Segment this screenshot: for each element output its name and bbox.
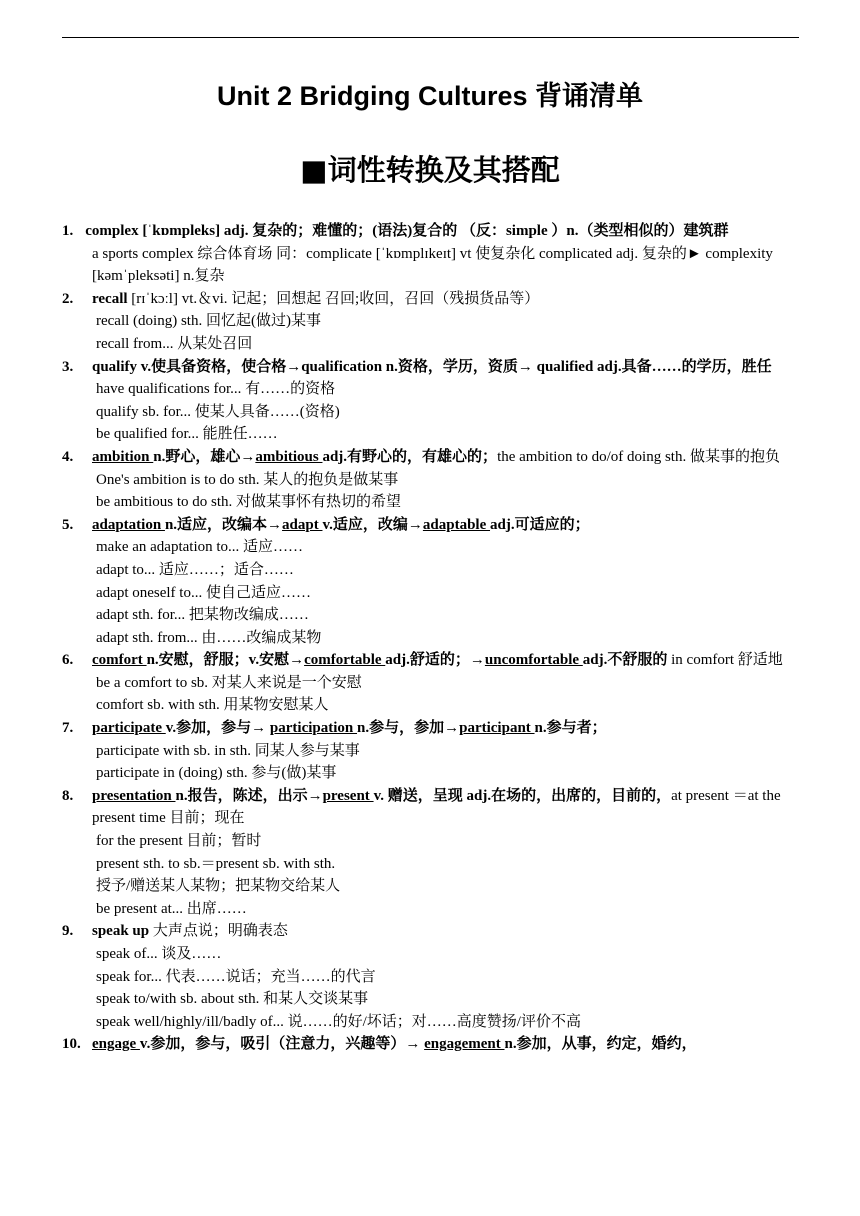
entry-example: be a comfort to sb. 对某人来说是一个安慰: [96, 674, 362, 691]
vocab-entry-1: [62, 220, 800, 288]
entry-derived-word: adapt: [282, 516, 323, 533]
vocab-list: [62, 220, 800, 1056]
entry-example: speak well/highly/ill/badly of... 说……的好/坏话；对……高度赞扬/评价不高: [96, 1013, 581, 1030]
entry-derived-word: participant: [459, 720, 535, 737]
entry-number: 6.: [62, 652, 74, 669]
entry-headword: adaptation: [92, 516, 165, 533]
vocab-entry-3: [62, 356, 800, 446]
entry-definition: adj.不舒服的: [582, 652, 668, 669]
document-title: Unit 2 Bridging Cultures 背诵清单: [216, 81, 643, 111]
entry-number: 3.: [62, 358, 74, 375]
entry-phrase: at present ＝at the present time 目前；现在: [92, 787, 781, 827]
entry-number: 1.: [62, 223, 74, 239]
entry-definition: n.参与者；: [534, 720, 607, 737]
entry-headword: recall: [92, 290, 128, 307]
entry-derived-word: present: [322, 787, 374, 804]
entry-definition: adj.有野心的，有雄心的；: [322, 448, 498, 465]
entry-example: recall from... 从某处召回: [96, 335, 253, 352]
section-heading: ■词性转换及其搭配: [300, 153, 560, 187]
entry-example: have qualifications for... 有……的资格: [96, 381, 336, 398]
entry-example: 授予/赠送某人某物；把某物交给某人: [96, 878, 341, 895]
entry-example: for the present 目前；暂时: [96, 833, 262, 850]
entry-derived-word: adaptable: [422, 516, 491, 533]
entry-number: 5.: [62, 516, 74, 533]
entry-derived-word: engagement: [424, 1036, 505, 1053]
entry-example: make an adaptation to... 适应……: [96, 539, 304, 556]
entry-definition: [rɪˈkɔːl] vt.＆vi. 记起；回想起 召回;收回，召回（残损货品等）: [127, 290, 540, 307]
entry-example: adapt oneself to... 使自己适应……: [96, 584, 311, 601]
vocab-entry-10: [62, 1033, 800, 1056]
entry-headword: engage: [92, 1036, 140, 1053]
entry-example: adapt sth. from... 由……改编成某物: [96, 629, 322, 646]
entry-example: qualify sb. for... 使某人具备……(资格): [96, 403, 340, 420]
header-rule: [62, 37, 799, 38]
entry-headword: comfort: [92, 652, 147, 669]
entry-number: 9.: [62, 923, 74, 940]
entry-example: adapt sth. for... 把某物改编成……: [96, 607, 309, 624]
vocab-entry-6: [62, 649, 800, 717]
entry-example: be qualified for... 能胜任……: [96, 426, 278, 443]
entry-definition: n.安慰，舒服；v.安慰→: [146, 652, 305, 669]
entry-example: speak of... 谈及……: [96, 946, 222, 962]
entry-definition: n.报告，陈述，出示→: [175, 787, 323, 804]
entry-example: adapt to... 适应……；适合……: [96, 561, 294, 578]
vocab-entry-8: [62, 785, 800, 921]
entry-example: speak to/with sb. about sth. 和某人交谈某事: [96, 991, 369, 1008]
entry-example: a sports complex 综合体育场 同：complicate [ˈkɒmplɪkeɪt] vt 使复杂化 complicated adj. 复杂的► complexity [kəmˈpleksəti] n.复杂: [92, 245, 773, 285]
entry-number: 8.: [62, 787, 74, 804]
entry-number: 2.: [62, 290, 74, 307]
entry-definition: v.参加，参与→: [165, 720, 270, 737]
entry-headword: complex [ˈkɒmpleks] adj. 复杂的；难懂的；(语法)复合的 （反：simple ）n.（类型相似的）建筑群: [85, 223, 729, 239]
entry-headword: presentation: [92, 787, 176, 804]
entry-derived-word: comfortable: [304, 652, 386, 669]
entry-example: be present at... 出席……: [96, 900, 247, 917]
entry-definition: v.适应，改编→: [322, 516, 423, 533]
entry-example: comfort sb. with sth. 用某物安慰某人: [96, 697, 329, 714]
entry-example: participate in (doing) sth. 参与(做)某事: [96, 765, 337, 782]
entry-example: present sth. to sb.＝present sb. with sth.: [96, 855, 336, 872]
entry-example: be ambitious to do sth. 对做某事怀有热切的希望: [96, 494, 401, 511]
entry-headword: participate: [92, 720, 166, 737]
vocab-entry-7: [62, 717, 800, 785]
entry-phrase: in comfort 舒适地: [667, 652, 783, 669]
entry-example: speak for... 代表……说话；充当……的代言: [96, 968, 376, 985]
entry-definition: n.参与，参加→: [357, 720, 460, 737]
entry-example: recall (doing) sth. 回忆起(做过)某事: [96, 313, 321, 330]
entry-definition: 大声点说；明确表态: [149, 923, 288, 940]
entry-number: 10.: [62, 1036, 81, 1053]
entry-headword: ambition: [92, 448, 154, 465]
entry-definition: v. 赠送，呈现 adj.在场的，出席的，目前的，: [373, 787, 672, 804]
entry-definition: adj.可适应的；: [490, 516, 590, 533]
entry-definition: n.野心，雄心→: [153, 448, 256, 465]
vocab-entry-5: [62, 514, 800, 650]
entry-derived-word: participation: [269, 720, 358, 737]
entry-number: 7.: [62, 720, 74, 737]
entry-derived-word: uncomfortable: [484, 652, 583, 669]
entry-phrase: the ambition to do/of doing sth. 做某事的抱负: [497, 448, 780, 465]
vocab-entry-9: [62, 920, 800, 1033]
entry-definition: adj.舒适的；→: [385, 652, 485, 669]
entry-definition: n.适应，改编本→: [164, 516, 283, 533]
entry-example: participate with sb. in sth. 同某人参与某事: [96, 742, 360, 759]
entry-derived-word: ambitious: [255, 448, 323, 465]
entry-definition: v.参加，参与，吸引（注意力，兴趣等）→: [139, 1036, 425, 1053]
entry-headword: speak up: [92, 923, 150, 940]
entry-example: One's ambition is to do sth. 某人的抱负是做某事: [96, 471, 399, 488]
vocab-entry-2: [62, 288, 800, 356]
vocab-entry-4: [62, 446, 800, 514]
entry-definition: n.参加，从事，约定，婚约，: [504, 1036, 697, 1053]
entry-number: 4.: [62, 448, 74, 465]
entry-headword: qualify v.使具备资格，使合格→qualification n.资格，学历，资质→ qualified adj.具备……的学历，胜任: [92, 358, 772, 375]
